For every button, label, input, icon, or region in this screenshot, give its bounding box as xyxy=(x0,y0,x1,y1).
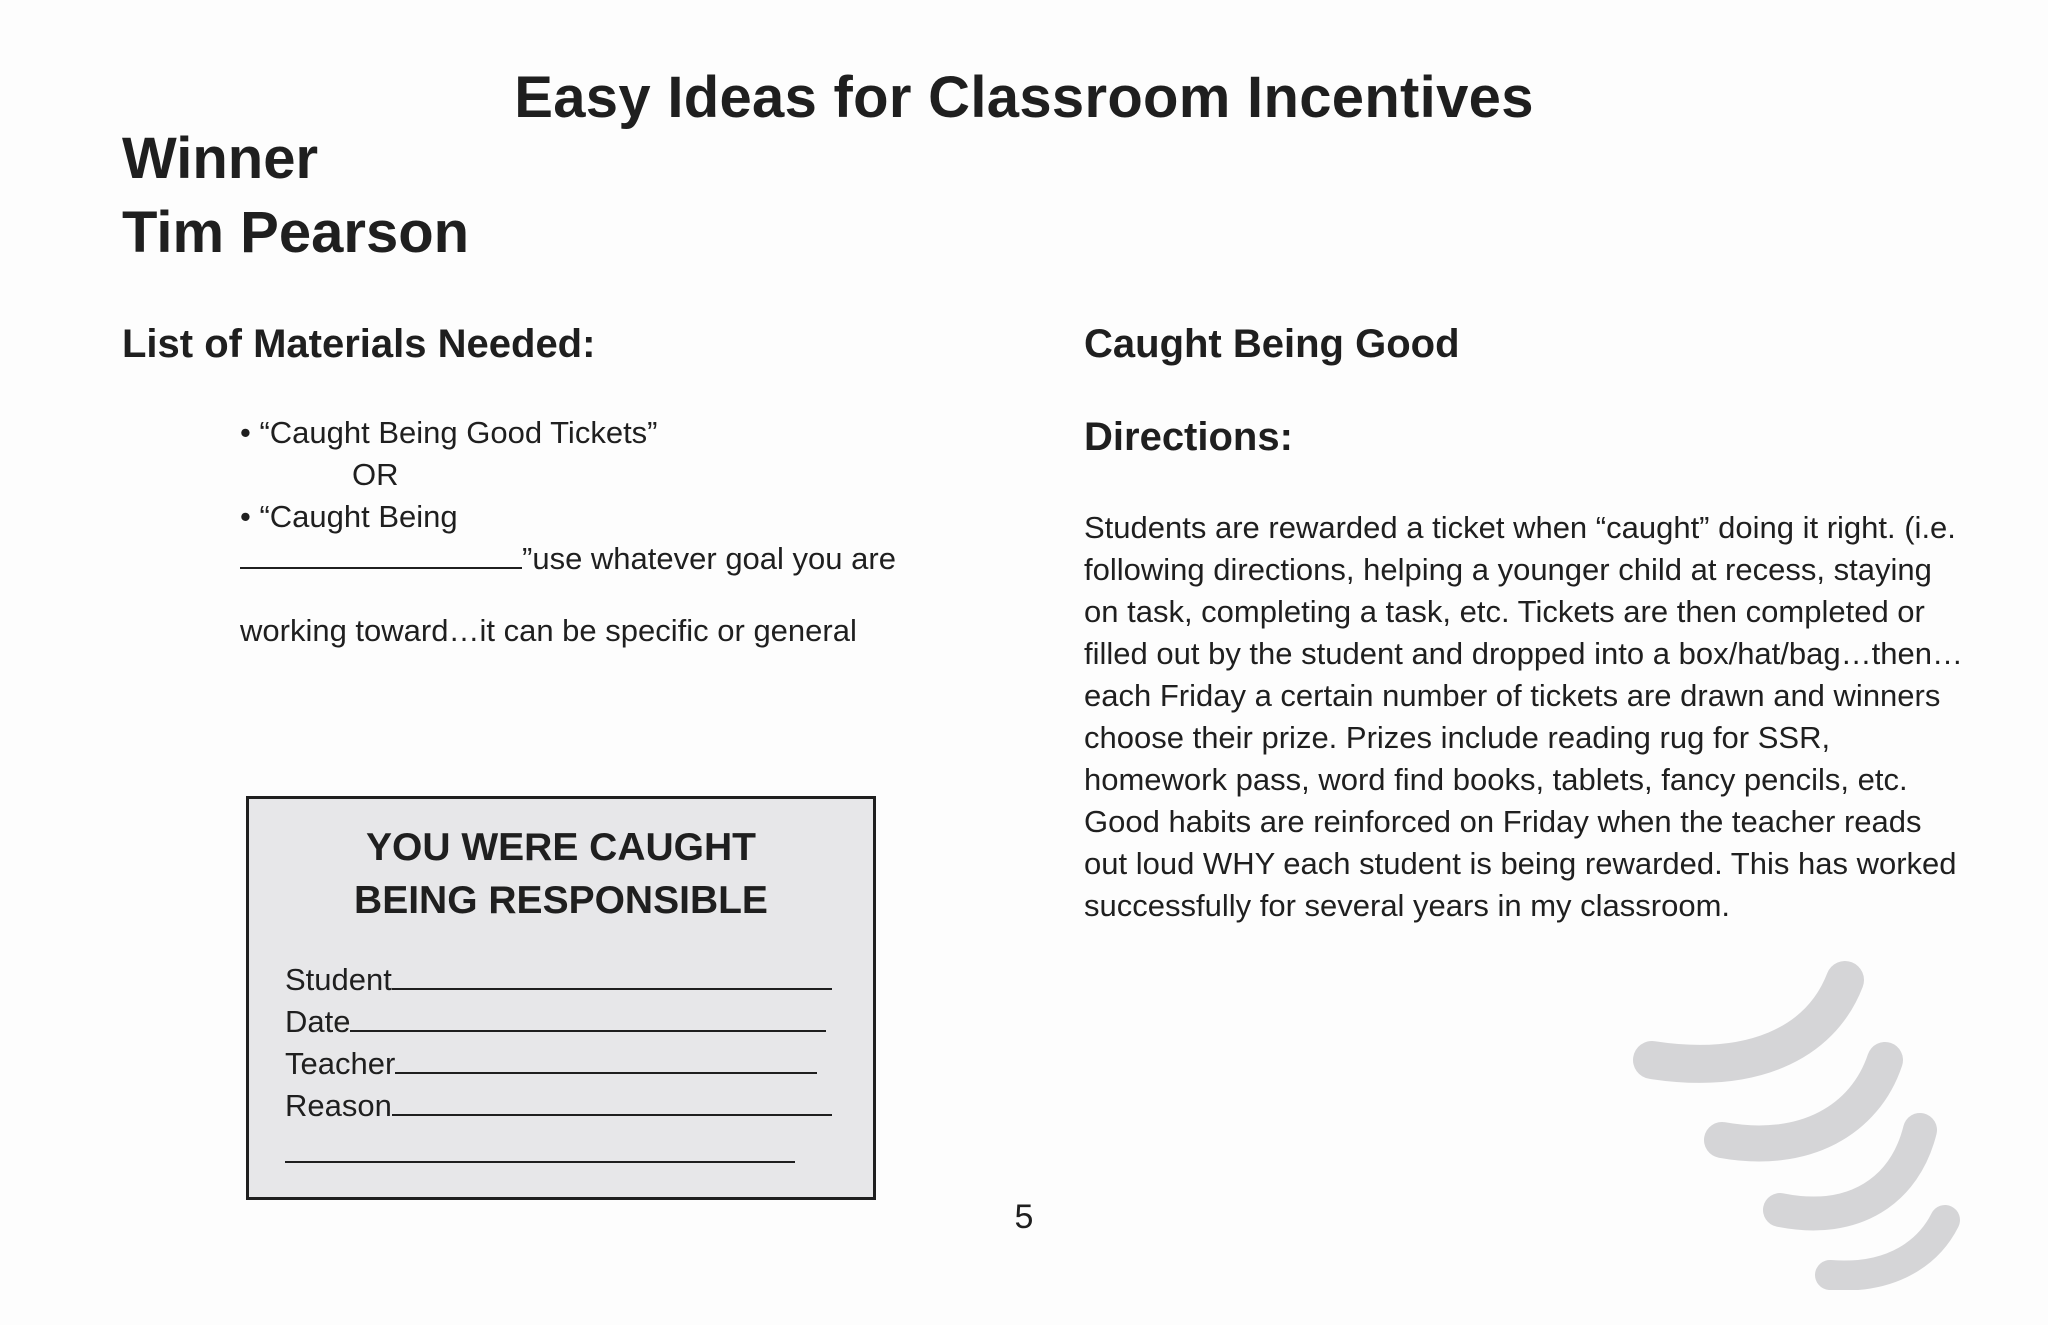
materials-item-2-line xyxy=(240,538,940,580)
winner-label: Winner xyxy=(122,126,319,191)
decorative-swoosh-graphic xyxy=(1630,950,2010,1290)
ticket-field-label: Teacher xyxy=(285,1046,396,1081)
page-number: 5 xyxy=(1014,1198,1034,1236)
directions-text xyxy=(1084,507,1964,927)
ticket-field-line xyxy=(350,1002,826,1032)
materials-item-1: • “Caught Being Good Tickets” xyxy=(240,415,658,450)
ticket-fields xyxy=(285,959,832,1163)
goal-blank-line xyxy=(240,539,522,569)
ticket-field-label: Date xyxy=(285,1004,351,1039)
materials-or: OR xyxy=(352,457,399,492)
ticket-field-line xyxy=(395,1044,817,1074)
ticket-title-line-1: YOU WERE CAUGHT xyxy=(366,826,756,869)
ticket-field-reason xyxy=(285,1085,832,1127)
page-title: Easy Ideas for Classroom Incentives xyxy=(514,65,1534,130)
swoosh-stroke-4 xyxy=(1830,1220,1945,1276)
ticket-field-date xyxy=(285,1001,832,1043)
materials-list xyxy=(240,412,940,652)
ticket-extra-line xyxy=(285,1133,795,1163)
materials-item-2-suffix: ”use whatever goal you are xyxy=(522,541,896,576)
ticket-title-line-2: BEING RESPONSIBLE xyxy=(354,879,768,922)
directions-heading: Directions: xyxy=(1084,415,1293,459)
ticket-title xyxy=(249,821,873,927)
activity-title: Caught Being Good xyxy=(1084,322,1460,366)
directions-paragraph-2: Good habits are reinforced on Friday when the teacher reads out loud WHY each student is being rewarded. This has worked successfully for several years in my classroom. xyxy=(1084,804,1957,923)
winner-name: Tim Pearson xyxy=(122,200,470,265)
sample-ticket xyxy=(246,796,876,1200)
ticket-field-line xyxy=(392,960,832,990)
swoosh-stroke-1 xyxy=(1652,980,1845,1064)
materials-item-2-continuation: working toward…it can be specific or general xyxy=(240,613,857,648)
winner-block xyxy=(122,122,469,270)
ticket-field-line xyxy=(392,1086,832,1116)
ticket-field-label: Reason xyxy=(285,1088,392,1123)
ticket-field-label: Student xyxy=(285,962,392,997)
ticket-field-teacher xyxy=(285,1043,832,1085)
materials-item-2: • “Caught Being xyxy=(240,499,458,534)
ticket-field-student xyxy=(285,959,832,1001)
materials-heading: List of Materials Needed: xyxy=(122,322,596,366)
directions-paragraph-1: Students are rewarded a ticket when “caught” doing it right. (i.e. following directions, helping a younger child at recess, staying on task, completing a task, etc. Tickets are then completed or filled out by the student and dropped into a box/hat/bag…then…each Friday a certain number of tickets are drawn and winners choose their prize. Prizes include reading rug for SSR, homework pass, word find books, tablets, fancy pencils, etc. xyxy=(1084,510,1963,797)
